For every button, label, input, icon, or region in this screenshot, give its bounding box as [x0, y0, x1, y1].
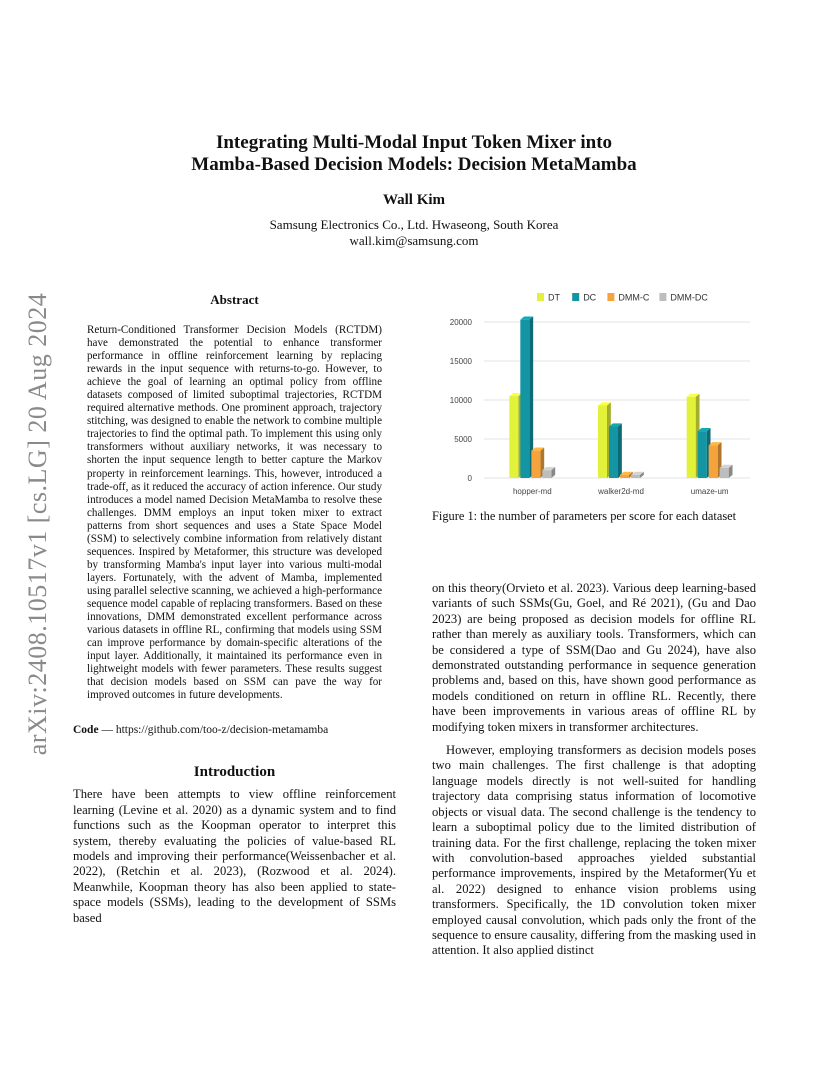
bar-dmm-c — [709, 445, 718, 478]
legend-label: DMM-DC — [670, 292, 708, 303]
code-url-link[interactable]: https://github.com/too-z/decision-metamamba — [115, 724, 329, 737]
bar-dc — [698, 431, 707, 478]
legend-swatch — [572, 293, 579, 301]
bar-dt — [598, 405, 607, 478]
figure-1-caption: Figure 1: the number of parameters per score for each dataset — [432, 509, 737, 523]
bar-dmm-c — [620, 475, 629, 478]
figure-1-chart — [432, 282, 756, 502]
y-tick-label: 15000 — [449, 357, 472, 366]
bar-chart-svg — [432, 282, 756, 502]
y-tick-label: 0 — [467, 474, 472, 483]
affiliation: Samsung Electronics Co., Ltd. Hwaseong, South Korea — [269, 217, 559, 232]
x-tick-label: walker2d-md — [598, 487, 644, 496]
title-line-1: Integrating Multi-Modal Input Token Mixer into — [215, 132, 613, 153]
bar-dmm-c — [531, 451, 540, 478]
bar-dmm-dc — [631, 475, 640, 478]
abstract-heading: Abstract — [210, 292, 259, 307]
bar-side-dc — [618, 423, 622, 478]
affiliation-block — [130, 217, 698, 249]
y-tick-label: 20000 — [449, 318, 472, 327]
bar-dc — [609, 427, 618, 478]
introduction-heading: Introduction — [193, 764, 276, 781]
abstract-text: Return-Conditioned Transformer Decision Models (RCTDM) have demonstrated the potential to enhance transformer performance in offline reinforcement learning by replacing rewards in the input sequence with returns-to-go. However, to achieve the goal of learning an optimal policy from offline datasets composed of limited suboptimal trajectories, RCTDM required alternative methods. One prominent approach, trajectory stitching, was designed to enable the network to combine multiple trajectories to find the optimal path. To implement this using only transformers without auxiliary networks, it was necessary to shorten the input sequence length to better capture the Markov property in reinforcement learnings. This, however, introduced a trade-off, as it reduced the accuracy of action inference. Our study introduces a model named Decision MetaMamba to resolve these challenges. DMM employs an input token mixer to extract patterns from short sequences and uses a State Space Model (SSM) to selectively combine information from relatively distant sequences. Inspired by Metaformer, this structure was developed by transforming Mamba's input layer into various multi-modal layers. Fortunately, with the advent of Mamba, implemented using parallel selective scanning, we achieved a high-performance sequence model capable of replacing transformers. Based on these innovations, DMM demonstrated excellent performance across various datasets in offline RL, confirming that models using SSM can improve performance by domain-specific alterations of the input layer. Additionally, it maintained its performance even in lightweight models with fewer parameters. These results suggest that decision models based on SSM can pave the way for improved outcomes in future developments. — [87, 324, 382, 702]
arxiv-id-text: arXiv:2408.10517v1 [cs.LG] 20 Aug 2024 — [23, 292, 52, 756]
introduction-paragraph-1: There have been attempts to view offline reinforcement learning (Levine et al. 2020) as a dynamic system and to find functions such as the Koopman operator to interpret this system, thereby evaluating the policies of value-based RL models and improving their performance(Weissenbacher et al. 2022), (Retchin et al. 2023), (Rozwood et al. 2024). Meanwhile, Koopman theory has also been applied to state-space models (SSMs), leading to the development of SSMs based — [73, 787, 396, 925]
bar-dc — [520, 320, 529, 478]
legend-swatch — [607, 293, 614, 301]
right-paragraph-1: on this theory(Orvieto et al. 2023). Various deep learning-based variants of such SSMs(Gu, Goel, and Ré 2021), (Gu and Dao 2023) are being proposed as decision models for offline RL rather than merely as auxiliary tools. Transformers, which can be considered a type of SSM(Dao and Gu 2024), have also demonstrated outstanding performance in sequence generation problems and, based on this, have shown good performance as models conditioned on return in offline RL. Recently, there have been improvements in various areas of offline RL by modifying token mixers in transformer architectures. — [432, 581, 756, 734]
y-tick-label: 10000 — [449, 396, 472, 405]
author-email: wall.kim@samsung.com — [349, 233, 479, 248]
legend-label: DMM-C — [618, 292, 650, 303]
code-link-line — [73, 724, 396, 736]
x-tick-label: hopper-md — [512, 487, 552, 496]
paper-title — [130, 132, 698, 176]
author-name: Wall Kim — [382, 192, 446, 208]
y-tick-label: 5000 — [454, 435, 472, 444]
bar-dt — [509, 396, 518, 478]
title-line-2: Mamba-Based Decision Models: Decision MetaMamba — [191, 154, 637, 175]
legend-swatch — [659, 293, 666, 301]
code-separator: — — [98, 724, 116, 737]
right-paragraph-2: However, employing transformers as decision models poses two main challenges. The first challenge is that adopting language models directly is not well-suited for handling trajectory data comprising status information of locomotive objects or visual data. The second challenge is the tendency to learn a suboptimal policy due to the limited distribution of training data. For the first challenge, replacing the token mixer with convolution-based approaches yielded substantial performance improvements, inspired by the Metaformer(Yu et al. 2022) designed to enhance vision problems using transformers. Specifically, the 1D convolution token mixer employed causal convolution, which pads only the front of the sequence to ensure causality, differing from the masking used in attention. It also applied distinct — [432, 743, 756, 958]
legend-swatch — [537, 293, 544, 301]
bar-dmm-dc — [542, 470, 551, 478]
legend-label: DT — [548, 292, 560, 303]
right-column — [432, 581, 756, 959]
x-tick-label: umaze-um — [690, 487, 729, 496]
left-column — [73, 292, 396, 926]
arxiv-identifier-stamp — [10, 284, 66, 764]
code-label: Code — [73, 724, 99, 737]
bar-dmm-dc — [720, 468, 729, 478]
legend-label: DC — [583, 292, 597, 303]
bar-dt — [687, 397, 696, 478]
